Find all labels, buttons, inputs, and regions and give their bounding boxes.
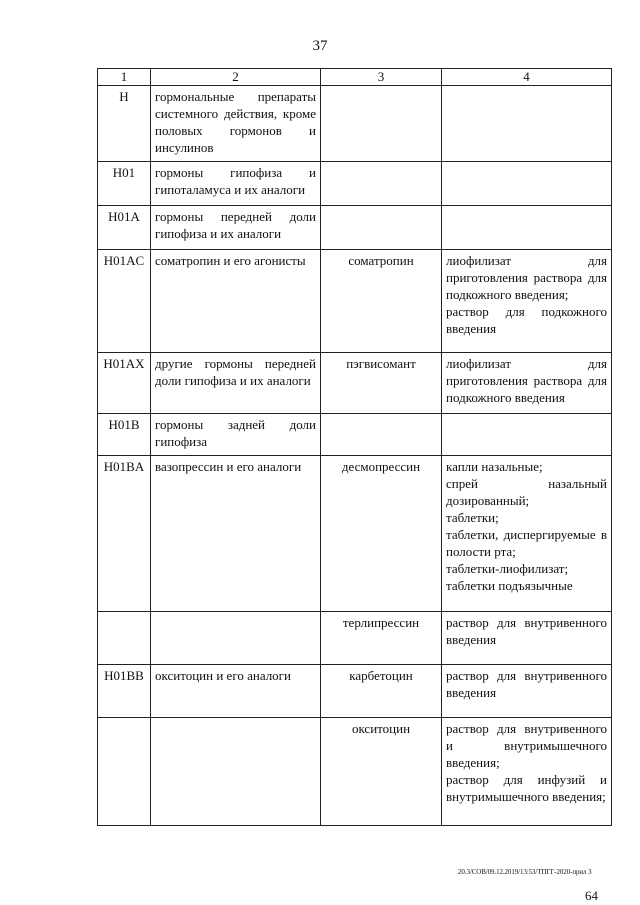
dosage-form-item: капли назальные; <box>446 459 543 474</box>
dosage-form-item: таблетки подъязычные <box>446 578 573 593</box>
corner-page-number: 64 <box>585 888 598 903</box>
header-col-2: 2 <box>151 69 321 86</box>
document-stamp: 20.3/СОВ/09.12.2019/13:53/ТПГГ-2020-прил 3 <box>458 868 592 876</box>
header-col-1: 1 <box>98 69 151 86</box>
dosage-form-item: раствор для инфузий и внутримышечного введения; <box>446 772 607 804</box>
dosage-form-item: раствор для подкожного введения <box>446 304 607 336</box>
table-row <box>98 612 612 665</box>
table-row <box>98 665 612 718</box>
drug-name: пэгвисомант <box>321 353 442 414</box>
header-col-4: 4 <box>442 69 612 86</box>
atc-code <box>98 718 151 826</box>
dosage-form-item: раствор для внутривенного введения <box>446 615 607 647</box>
table-row <box>98 456 612 612</box>
drug-name: терлипрессин <box>321 612 442 665</box>
atc-group-name: соматропин и его агонисты <box>151 250 321 353</box>
atc-group-name: окситоцин и его аналоги <box>151 665 321 718</box>
dosage-forms <box>442 718 612 826</box>
table-row <box>98 206 612 250</box>
table-row <box>98 250 612 353</box>
dosage-forms <box>442 86 612 162</box>
table-row <box>98 718 612 826</box>
atc-group-name <box>151 718 321 826</box>
atc-code: H01BB <box>98 665 151 718</box>
table-row <box>98 162 612 206</box>
header-col-3: 3 <box>321 69 442 86</box>
dosage-form-item: лиофилизат для приготовления раствора для подкожного введения; <box>446 253 607 302</box>
atc-code: H01BA <box>98 456 151 612</box>
page-number: 37 <box>312 38 328 54</box>
dosage-form-item: спрей назальный дозированный; <box>446 476 607 508</box>
table-row <box>98 353 612 414</box>
atc-code <box>98 612 151 665</box>
drug-name <box>321 162 442 206</box>
dosage-forms <box>442 162 612 206</box>
table-header-row <box>98 69 612 86</box>
dosage-forms <box>442 612 612 665</box>
dosage-forms <box>442 456 612 612</box>
atc-group-name: гормональные препараты системного действия, кроме половых гормонов и инсулинов <box>151 86 321 162</box>
atc-group-name: гормоны задней доли гипофиза <box>151 414 321 456</box>
drug-name: карбетоцин <box>321 665 442 718</box>
dosage-form-item: раствор для внутривенного и внутримышечного введения; <box>446 721 607 770</box>
table-row <box>98 86 612 162</box>
atc-code: H01A <box>98 206 151 250</box>
dosage-forms <box>442 250 612 353</box>
drug-name: соматропин <box>321 250 442 353</box>
dosage-form-item: таблетки, диспергируемые в полости рта; <box>446 527 607 559</box>
atc-code: H01B <box>98 414 151 456</box>
dosage-form-item: лиофилизат для приготовления раствора для подкожного введения <box>446 356 607 405</box>
drug-name <box>321 414 442 456</box>
dosage-form-item: таблетки; <box>446 510 499 525</box>
drug-name <box>321 206 442 250</box>
dosage-form-item: таблетки-лиофилизат; <box>446 561 569 576</box>
atc-code: H01 <box>98 162 151 206</box>
drug-name: десмопрессин <box>321 456 442 612</box>
dosage-form-item: раствор для внутривенного введения <box>446 668 607 700</box>
drug-name <box>321 86 442 162</box>
drug-name: окситоцин <box>321 718 442 826</box>
atc-code: H <box>98 86 151 162</box>
dosage-forms <box>442 206 612 250</box>
dosage-forms <box>442 414 612 456</box>
atc-drug-table <box>97 68 612 826</box>
atc-group-name: другие гормоны передней доли гипофиза и их аналоги <box>151 353 321 414</box>
atc-group-name: гормоны гипофиза и гипоталамуса и их аналоги <box>151 162 321 206</box>
dosage-forms <box>442 665 612 718</box>
atc-group-name: гормоны передней доли гипофиза и их аналоги <box>151 206 321 250</box>
dosage-forms <box>442 353 612 414</box>
atc-code: H01AX <box>98 353 151 414</box>
atc-group-name <box>151 612 321 665</box>
table-row <box>98 414 612 456</box>
atc-code: H01AC <box>98 250 151 353</box>
atc-group-name: вазопрессин и его аналоги <box>151 456 321 612</box>
